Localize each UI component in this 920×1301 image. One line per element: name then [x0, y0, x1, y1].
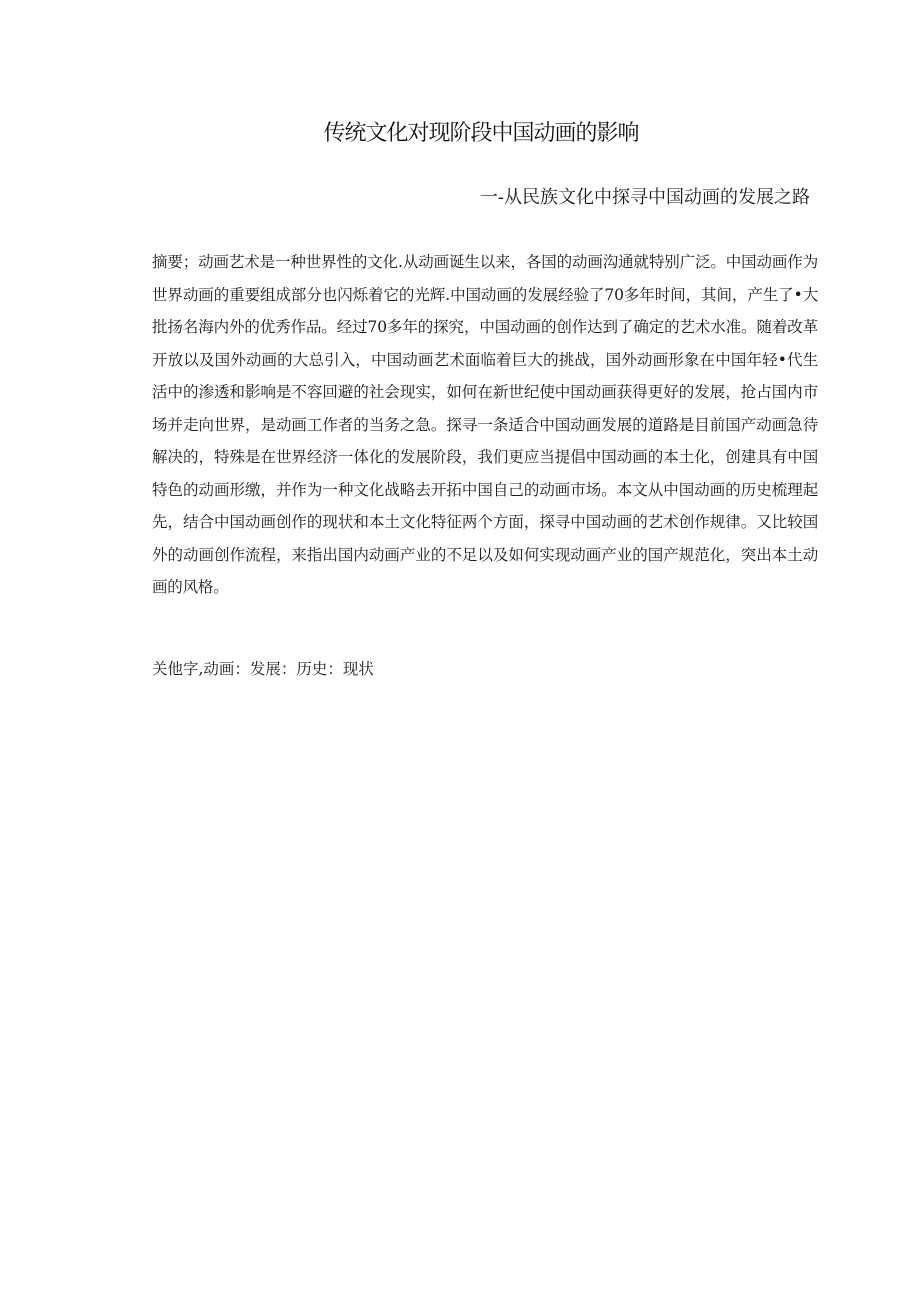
document-subtitle: 一-从民族文化中探寻中国动画的发展之路	[479, 187, 810, 208]
keywords-line: 关他字,动画：发展：历史：现状	[152, 660, 374, 678]
abstract-paragraph: 摘要；动画艺术是一种世界性的文化.从动画诞生以来，各国的动画沟通就特别广泛。中国动画作为世界动画的重要组成部分也闪烁着它的光辉.中国动画的发展经验了70多年时间，其间，产生了•大批扬名海内外的优秀作品。经过70多年的探究，中国动画的创作达到了确定的艺术水准。随着改革开放以及国外动画的大总引入，中国动画艺术面临着巨大的挑战，国外动画形象在中国年轻•代生活中的渗透和影响是不容回避的社会现实，如何在新世纪使中国动画获得更好的发展，抢占国内市场并走向世界，是动画工作者的当务之急。探寻一条适合中国动画发展的道路是目前国产动画急待解决的，特殊是在世界经济一体化的发展阶段，我们更应当提倡中国动画的本土化，创建具有中国特色的动画形缴，并作为一种文化战略去开拓中国自己的动画市场。本文从中国动画的历史梳理起先，结合中国动画创作的现状和本土文化特征两个方面，探寻中国动画的艺术创作规律。又比较国外的动画创作流程，来指出国内动画产业的不足以及如何实现动画产业的国产规范化，突出本土动画的风格。	[152, 253, 818, 596]
document-title: 传统文化对现阶段中国动画的影响	[323, 121, 639, 146]
